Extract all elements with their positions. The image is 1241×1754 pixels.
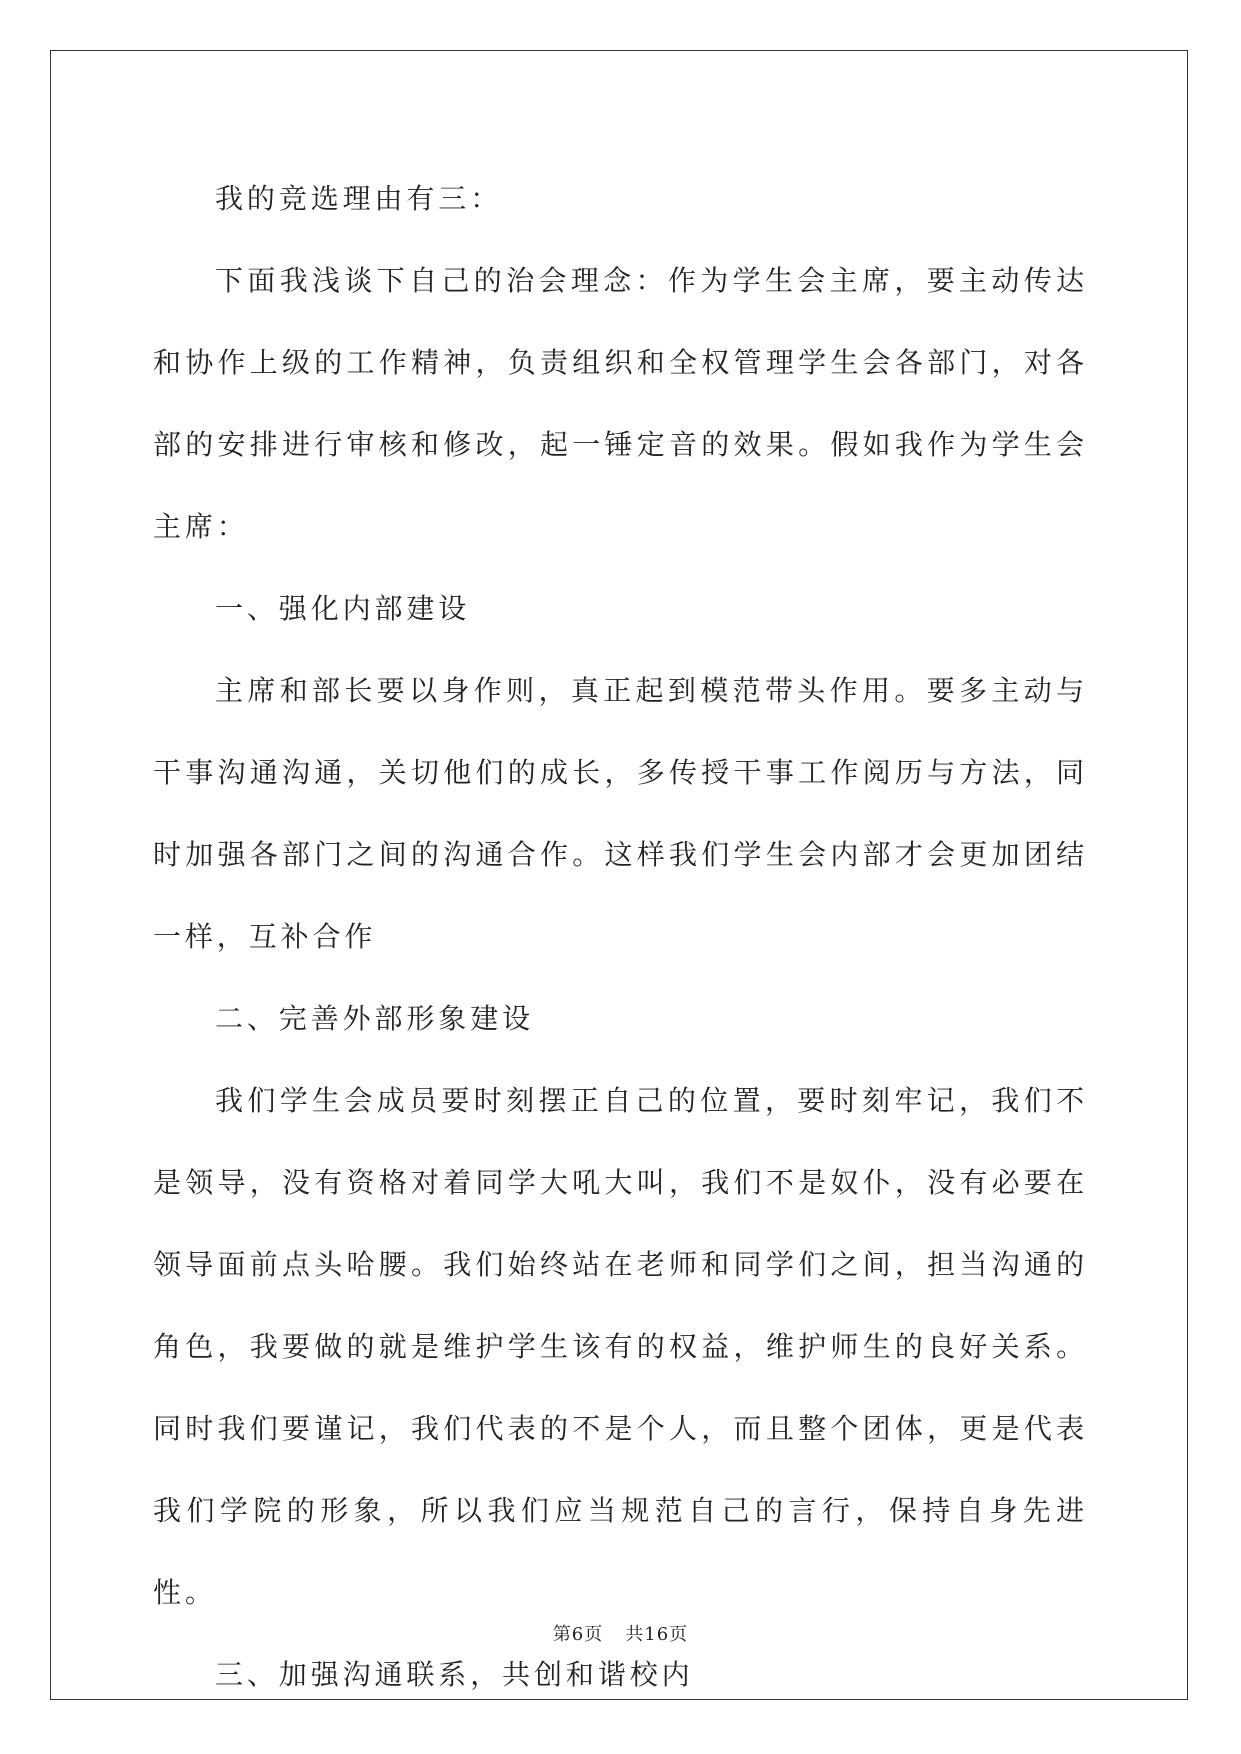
page-total: 共16页	[625, 1624, 689, 1645]
section-heading: 一、强化内部建设	[215, 592, 471, 625]
paragraph: 我的竞选理由有三：	[215, 182, 503, 215]
section-heading: 二、完善外部形象建设	[215, 1002, 535, 1035]
document-body	[153, 158, 1088, 1716]
page-number: 第6页	[552, 1624, 604, 1645]
paragraph: 我们学生会成员要时刻摆正自己的位置，要时刻牢记，我们不是领导，没有资格对着同学大吼大叫，我们不是奴仆，没有必要在领导面前点头哈腰。我们始终站在老师和同学们之间，担当沟通的角色，我要做的就是维护学生该有的权益，维护师生的良好关系。同时我们要谨记，我们代表的不是个人，而且整个团体，更是代表我们学院的形象，所以我们应当规范自己的言行，保持自身先进性。	[153, 1084, 1088, 1609]
paragraph: 下面我浅谈下自己的治会理念：作为学生会主席，要主动传达和协作上级的工作精神，负责组织和全权管理学生会各部门，对各部的安排进行审核和修改，起一锤定音的效果。假如我作为学生会主席：	[153, 264, 1088, 543]
page-footer	[0, 1620, 1241, 1646]
paragraph: 主席和部长要以身作则，真正起到模范带头作用。要多主动与干事沟通沟通，关切他们的成长，多传授干事工作阅历与方法，同时加强各部门之间的沟通合作。这样我们学生会内部才会更加团结一样，互补合作	[153, 674, 1088, 953]
section-heading: 三、加强沟通联系，共创和谐校内	[215, 1658, 694, 1691]
